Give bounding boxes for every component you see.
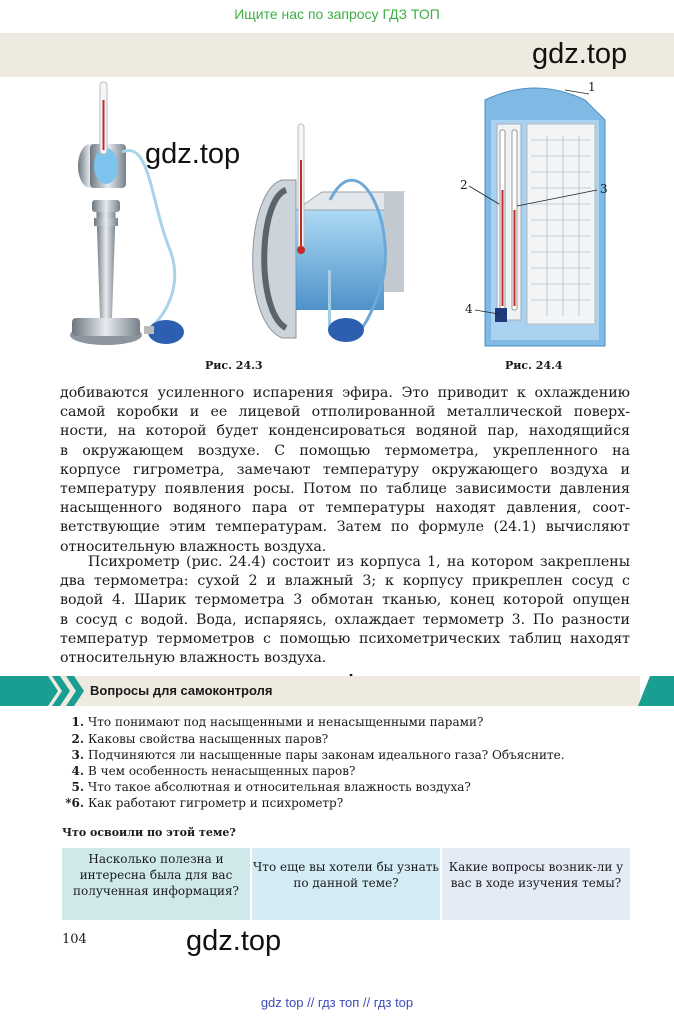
chevron-arrows-icon (0, 676, 90, 706)
question-number: 4. (71, 764, 84, 778)
footer-links: gdz top // гдз топ // гдз top (260, 995, 414, 1010)
text-line: самой коробки и ее лицевой отполированной металлической поверх- (60, 404, 630, 421)
question-number: *6. (65, 796, 84, 810)
text-line: насыщенного водяного пара от температуры находят давления, соот- (60, 500, 630, 517)
figure-label-1: 1 (588, 80, 596, 94)
learned-title: Что освоили по этой теме? (62, 826, 236, 839)
text-line: корпусе гигрометра, замечают температуру окружающего воздуха и (60, 461, 630, 478)
text-line: водой 4. Шарик термометра 3 обмотан тканью, конец которой опущен (60, 592, 630, 609)
survey-cell-questions (442, 848, 630, 902)
text-line: ветствующие этим температурам. Затем по формуле (24.1) вычисляют (60, 519, 630, 536)
search-banner: Ищите нас по запросу ГДЗ ТОП (234, 6, 440, 22)
figure-label-3: 3 (600, 182, 608, 196)
questions-band (0, 676, 674, 706)
survey-answer-usefulness (62, 902, 250, 920)
figure-caption-24-3: Рис. 24.3 (205, 359, 263, 372)
text-line: относительную влажность воздуха. (60, 650, 327, 667)
survey-cell-usefulness (62, 848, 250, 902)
text-line: температуру появления росы. Потом по таблице зависимости давления (60, 481, 630, 498)
text-line: в сосуд с водой. Вода, испаряясь, охлаждает термометр 3. По разности (60, 611, 630, 628)
text-line: в окружающем воздухе. С помощью термометра, укрепленного на (60, 442, 630, 459)
text-line: два термометра: сухой 2 и влажный 3; к корпусу прикреплен сосуд с (60, 573, 630, 590)
question-item (62, 731, 622, 747)
band-end-icon (638, 676, 674, 706)
question-item (62, 747, 622, 763)
text-line: относительную влажность воздуха. (60, 538, 327, 555)
survey-cell-want-to-know (252, 848, 440, 902)
paragraph-hygrometer (60, 384, 630, 557)
survey-table (62, 848, 630, 922)
question-text: Каковы свойства насыщенных паров? (88, 732, 329, 746)
question-text: Как работают гигрометр и психрометр? (88, 796, 344, 810)
text-line: добиваются усиленного испарения эфира. Это приводит к охлаждению (60, 385, 630, 401)
question-number: 5. (71, 780, 84, 794)
survey-answer-want-to-know (252, 902, 440, 920)
watermark-bottom: gdz.top (186, 925, 282, 957)
question-item (62, 763, 622, 779)
question-item (62, 795, 622, 811)
watermark-top: gdz.top (532, 38, 628, 70)
question-number: 3. (71, 748, 84, 762)
text-line: температур термометров с помощью психометрических таблиц находят (60, 630, 630, 647)
question-text: Подчиняются ли насыщенные пары законам идеального газа? Объясните. (88, 748, 565, 762)
survey-answer-questions (442, 902, 630, 920)
question-number: 1. (71, 715, 84, 729)
questions-title: Вопросы для самоконтроля (90, 683, 273, 698)
question-text: Что такое абсолютная и относительная влажность воздуха? (88, 780, 471, 794)
watermark-figure: gdz.top (145, 138, 241, 170)
figure-label-4: 4 (465, 302, 473, 316)
question-item (62, 714, 622, 730)
survey-cell-text: Насколько полезна и интересна была для вас полученная информация? (73, 852, 239, 898)
question-number: 2. (71, 732, 84, 746)
figure-caption-24-4: Рис. 24.4 (505, 359, 563, 372)
question-text: Что понимают под насыщенными и ненасыщенными парами? (88, 715, 484, 729)
paragraph-psychrometer (60, 553, 630, 668)
figure-hygrometer (60, 80, 420, 360)
figure-label-2: 2 (460, 178, 468, 192)
figure-psychrometer (455, 80, 615, 360)
question-item (62, 779, 622, 795)
text-line: Психрометр (рис. 24.4) состоит из корпуса 1, на котором закреплены (88, 554, 630, 570)
text-line: ности, на которой будет конденсироваться водяной пар, находящийся (60, 423, 630, 440)
question-text: В чем особенность ненасыщенных паров? (88, 764, 356, 778)
page-number: 104 (62, 932, 87, 947)
survey-cell-text: Какие вопросы возник-ли у вас в ходе изучения темы? (448, 860, 624, 890)
survey-cell-text: Что еще вы хотели бы узнать по данной теме? (253, 860, 439, 890)
